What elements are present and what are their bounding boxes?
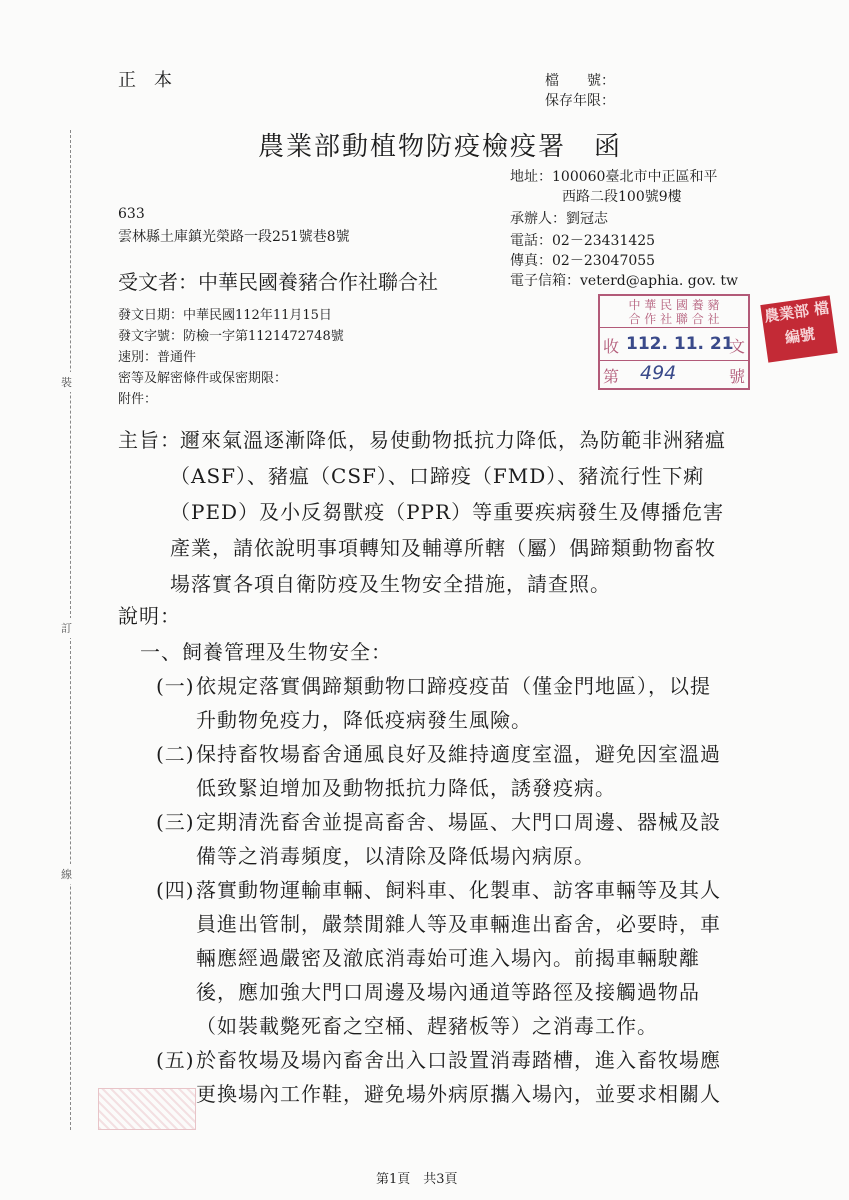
file-number-label: 檔 號： bbox=[545, 73, 615, 89]
security-level: 密等及解密條件或保密期限： bbox=[118, 371, 288, 386]
subject-label: 主旨： bbox=[118, 428, 181, 452]
recipient-address: 雲林縣土庫鎮光榮路一段251號巷8號 bbox=[118, 229, 350, 245]
recipient-postal-code: 633 bbox=[118, 206, 145, 222]
original-mark: 正 本 bbox=[118, 70, 172, 91]
receipt-stamp bbox=[598, 294, 750, 390]
section-heading: 一、飼養管理及生物安全： bbox=[140, 640, 392, 664]
item-line: （如裝載斃死畜之空桶、趕豬板等）之消毒工作。 bbox=[196, 1014, 658, 1038]
item-line: 定期清洗畜舍並提高畜舍、場區、大門口周邊、器械及設 bbox=[196, 810, 721, 834]
item-line: 更換場內工作鞋，避免場外病原攜入場內，並要求相關人 bbox=[196, 1082, 721, 1106]
subject-line: （PED）及小反芻獸疫（PPR）等重要疾病發生及傳播危害 bbox=[170, 500, 725, 524]
explanation-label: 說明： bbox=[118, 604, 181, 628]
binding-mark-staple: 訂 bbox=[61, 618, 72, 638]
stamp-document-char: 文 bbox=[728, 337, 745, 356]
stamp-receive-char: 收 bbox=[603, 337, 620, 356]
item-marker: (一) bbox=[156, 674, 195, 698]
item-line: 升動物免疫力，降低疫病發生風險。 bbox=[196, 708, 532, 732]
subject-line: （ASF）、豬瘟（CSF）、口蹄疫（FMD）、豬流行性下痢 bbox=[170, 464, 705, 488]
sender-email: 電子信箱：veterd@aphia. gov. tw bbox=[510, 273, 738, 289]
subject-line: 場落實各項自衛防疫及生物安全措施，請查照。 bbox=[170, 572, 611, 596]
item-line: 輛應經過嚴密及澈底消毒始可進入場內。前揭車輛駛離 bbox=[196, 946, 700, 970]
stamp-number-prefix: 第 bbox=[603, 367, 620, 386]
issue-date: 發文日期：中華民國112年11月15日 bbox=[118, 308, 332, 323]
sender-address-line2: 西路二段100號9樓 bbox=[562, 189, 682, 205]
sender-contact: 承辦人：劉冠志 bbox=[510, 211, 608, 227]
stamp-org-line1: 中 華 民 國 養 豬 bbox=[628, 298, 720, 312]
recipient: 受文者：中華民國養豬合作社聯合社 bbox=[118, 270, 438, 294]
subject-line: 產業，請依說明事項轉知及輔導所轄（屬）偶蹄類動物畜牧 bbox=[170, 536, 716, 560]
document-title: 農業部動植物防疫檢疫署 函 bbox=[258, 132, 623, 162]
item-line: 員進出管制，嚴禁閒雜人等及車輛進出畜舍，必要時，車 bbox=[196, 912, 721, 936]
retention-label: 保存年限： bbox=[545, 93, 615, 109]
item-line: 後，應加強大門口周邊及場內通道等路徑及接觸過物品 bbox=[196, 980, 700, 1004]
item-line: 低致緊迫增加及動物抵抗力降低，誘發疫病。 bbox=[196, 776, 616, 800]
sender-fax: 傳真：02－23047055 bbox=[510, 253, 656, 269]
stamp-org-line2: 合 作 社 聯 合 社 bbox=[628, 312, 720, 326]
faint-seal-mark bbox=[98, 1088, 196, 1130]
item-line: 落實動物運輸車輛、飼料車、化製車、訪客車輛等及其人 bbox=[196, 878, 721, 902]
stamp-date: 112. 11. 21 bbox=[626, 334, 734, 354]
item-marker: (二) bbox=[156, 742, 195, 766]
item-marker: (四) bbox=[156, 878, 195, 902]
subject-line: 邇來氣溫逐漸降低，易使動物抵抗力降低，為防範非洲豬瘟 bbox=[180, 428, 726, 452]
page-footer: 第1頁 共3頁 bbox=[376, 1172, 458, 1187]
binding-mark-line: 線 bbox=[61, 864, 72, 884]
sender-address-line1: 地址：100060臺北市中正區和平 bbox=[510, 169, 718, 185]
item-line: 於畜牧場及場內畜舍出入口設置消毒踏槽，進入畜牧場應 bbox=[196, 1048, 721, 1072]
document-number: 發文字號：防檢一字第1121472748號 bbox=[118, 329, 344, 344]
sender-phone: 電話：02－23431425 bbox=[510, 233, 656, 249]
attachment: 附件： bbox=[118, 392, 158, 407]
item-line: 依規定落實偶蹄類動物口蹄疫疫苗（僅金門地區），以提 bbox=[196, 674, 711, 698]
item-marker: (五) bbox=[156, 1048, 195, 1072]
stamp-number: 494 bbox=[640, 362, 677, 384]
item-line: 保持畜牧場畜舍通風良好及維持適度室溫，避免因室溫過 bbox=[196, 742, 721, 766]
stamp-number-suffix: 號 bbox=[728, 367, 745, 386]
red-seal: 農業部 檔編號 bbox=[760, 295, 837, 362]
delivery-speed: 速別：普通件 bbox=[118, 350, 197, 365]
binding-mark-bind: 裝 bbox=[61, 372, 72, 392]
item-line: 備等之消毒頻度，以清除及降低場內病原。 bbox=[196, 844, 595, 868]
item-marker: (三) bbox=[156, 810, 195, 834]
